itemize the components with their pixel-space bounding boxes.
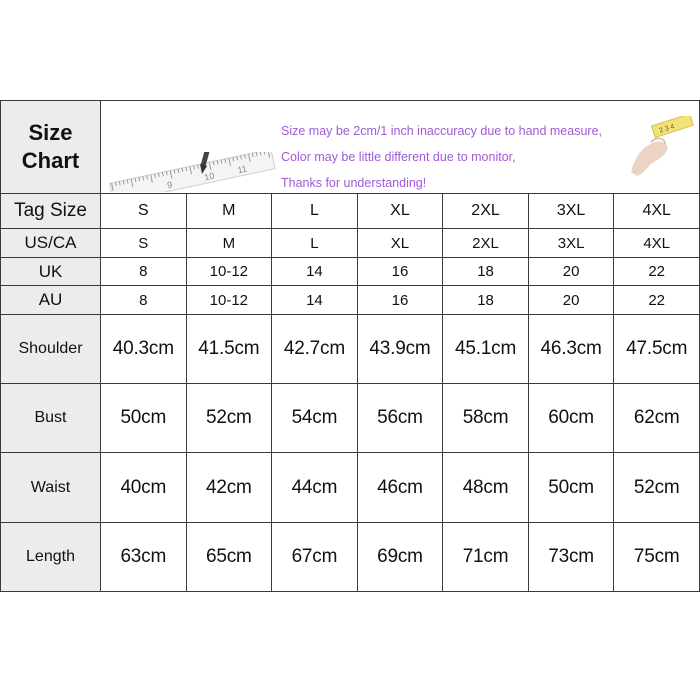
- cell-shoulder-1: 41.5cm: [186, 314, 272, 383]
- size-chart-title: [1, 101, 101, 194]
- row-label-uk: UK: [1, 257, 101, 286]
- cell-waist-1: 42cm: [186, 453, 272, 522]
- cell-uk-0: 8: [101, 257, 187, 286]
- cell-au-0: 8: [101, 286, 187, 315]
- cell-shoulder-4: 45.1cm: [443, 314, 529, 383]
- row-length: [1, 522, 700, 591]
- row-label-tag: Tag Size: [1, 193, 101, 229]
- ruler-number-10: 10: [203, 170, 216, 183]
- cell-usca-6: 4XL: [614, 229, 700, 258]
- row-waist: [1, 453, 700, 522]
- row-label-au: AU: [1, 286, 101, 315]
- cell-tag-6: 4XL: [614, 193, 700, 229]
- cell-length-6: 75cm: [614, 522, 700, 591]
- cell-waist-4: 48cm: [443, 453, 529, 522]
- cell-uk-1: 10-12: [186, 257, 272, 286]
- size-chart-table: [0, 100, 700, 592]
- cell-waist-5: 50cm: [528, 453, 614, 522]
- row-au: [1, 286, 700, 315]
- cell-au-6: 22: [614, 286, 700, 315]
- cell-usca-5: 3XL: [528, 229, 614, 258]
- cell-tag-3: XL: [357, 193, 443, 229]
- row-label-waist: Waist: [1, 453, 101, 522]
- cell-usca-3: XL: [357, 229, 443, 258]
- cell-bust-2: 54cm: [272, 384, 358, 453]
- title-line-2: Chart: [21, 147, 80, 173]
- row-tag: [1, 193, 700, 229]
- row-label-bust: Bust: [1, 384, 101, 453]
- cell-bust-3: 56cm: [357, 384, 443, 453]
- cell-length-2: 67cm: [272, 522, 358, 591]
- cell-bust-0: 50cm: [101, 384, 187, 453]
- row-uk: [1, 257, 700, 286]
- cell-uk-6: 22: [614, 257, 700, 286]
- row-bust: [1, 384, 700, 453]
- row-usca: [1, 229, 700, 258]
- cell-au-4: 18: [443, 286, 529, 315]
- cell-usca-2: L: [272, 229, 358, 258]
- cell-tag-2: L: [272, 193, 358, 229]
- cell-waist-2: 44cm: [272, 453, 358, 522]
- note-line-1: Size may be 2cm/1 inch inaccuracy due to hand measure,: [281, 123, 603, 138]
- row-shoulder: [1, 314, 700, 383]
- note-line-3: Thanks for understanding!: [281, 175, 427, 190]
- cell-au-5: 20: [528, 286, 614, 315]
- row-label-shoulder: Shoulder: [1, 314, 101, 383]
- cell-shoulder-3: 43.9cm: [357, 314, 443, 383]
- cell-au-1: 10-12: [186, 286, 272, 315]
- header-row: [1, 101, 700, 194]
- cell-waist-6: 52cm: [614, 453, 700, 522]
- cell-length-4: 71cm: [443, 522, 529, 591]
- cell-shoulder-5: 46.3cm: [528, 314, 614, 383]
- cell-length-0: 63cm: [101, 522, 187, 591]
- cell-bust-4: 58cm: [443, 384, 529, 453]
- cell-shoulder-0: 40.3cm: [101, 314, 187, 383]
- hand-tape-icon: [625, 116, 695, 178]
- ruler-pencil-icon: [107, 152, 277, 192]
- row-label-length: Length: [1, 522, 101, 591]
- cell-bust-5: 60cm: [528, 384, 614, 453]
- cell-tag-1: M: [186, 193, 272, 229]
- cell-usca-0: S: [101, 229, 187, 258]
- cell-length-3: 69cm: [357, 522, 443, 591]
- tape-label: 2 3 4: [658, 123, 676, 135]
- cell-shoulder-6: 47.5cm: [614, 314, 700, 383]
- ruler-number-11: 11: [236, 163, 248, 176]
- notice-banner: [101, 101, 700, 194]
- cell-waist-3: 46cm: [357, 453, 443, 522]
- cell-shoulder-2: 42.7cm: [272, 314, 358, 383]
- cell-waist-0: 40cm: [101, 453, 187, 522]
- cell-au-3: 16: [357, 286, 443, 315]
- title-line-1: Size: [28, 119, 73, 145]
- cell-uk-4: 18: [443, 257, 529, 286]
- cell-uk-3: 16: [357, 257, 443, 286]
- cell-usca-4: 2XL: [443, 229, 529, 258]
- cell-length-1: 65cm: [186, 522, 272, 591]
- cell-bust-1: 52cm: [186, 384, 272, 453]
- ruler-number-9: 9: [166, 179, 174, 191]
- cell-bust-6: 62cm: [614, 384, 700, 453]
- row-label-usca: US/CA: [1, 229, 101, 258]
- cell-usca-1: M: [186, 229, 272, 258]
- cell-tag-4: 2XL: [443, 193, 529, 229]
- cell-uk-2: 14: [272, 257, 358, 286]
- cell-tag-0: S: [101, 193, 187, 229]
- cell-uk-5: 20: [528, 257, 614, 286]
- cell-length-5: 73cm: [528, 522, 614, 591]
- note-line-2: Color may be little different due to monitor,: [281, 149, 516, 164]
- cell-au-2: 14: [272, 286, 358, 315]
- cell-tag-5: 3XL: [528, 193, 614, 229]
